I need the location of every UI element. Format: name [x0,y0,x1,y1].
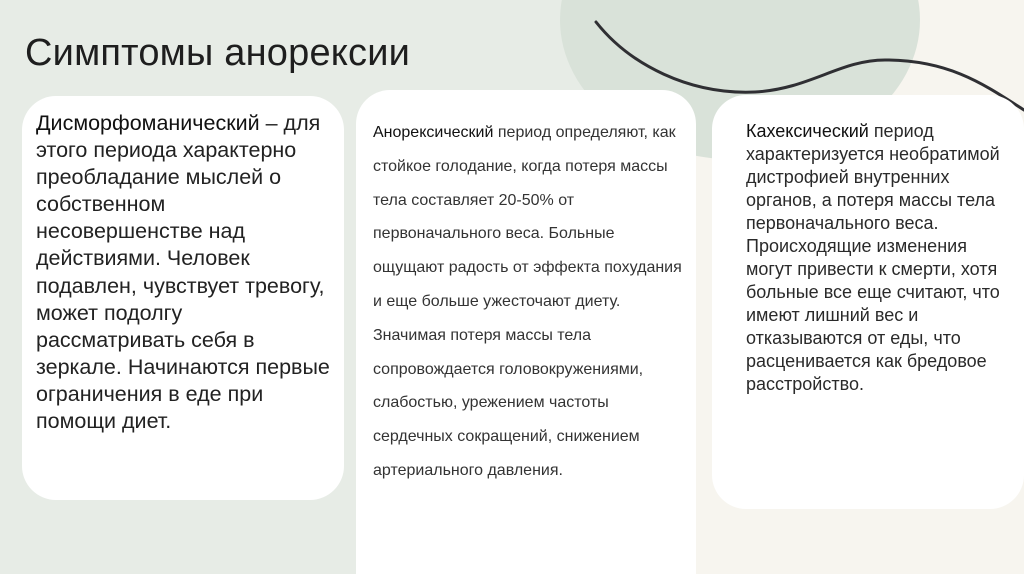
card-text [746,120,1014,396]
card-body: – для этого периода характерно преобладание мыслей о собственном несовершенстве над действиями. Человек подавлен, чувствует тревогу, может подолгу рассматривать себя в зеркале. Начинаются первые ограничения в еде при помощи диет. [36,111,330,434]
card-dysmorphomanic [22,96,344,500]
card-text [36,110,330,435]
card-cachectic [712,95,1024,509]
card-body: период определяют, как стойкое голодание, когда потеря массы тела составляет 20-50% от первоначального веса. Больные ощущают радость от эффекта похудания и еще больше ужесточают диету. Значимая потеря массы тела сопровождается головокружениями, слабостью, урежением частоты сердечных сокращений, снижением артериального давления. [373,124,682,479]
card-body: период характеризуется необратимой дистрофией внутренних органов, а потеря массы тела первоначального веса. Происходящие изменения могут привести к смерти, хотя больные все еще считают, что имеют лишний вес и отказываются от еды, что расценивается как бредовое расстройство. [746,121,1000,394]
page-title: Симптомы анорексии [25,32,411,74]
card-anorexic [356,90,696,574]
card-text [373,116,682,488]
card-heading: Кахексический [746,121,869,141]
card-heading: Анорексический [373,124,494,141]
card-heading: Дисморфоманический [36,111,260,135]
